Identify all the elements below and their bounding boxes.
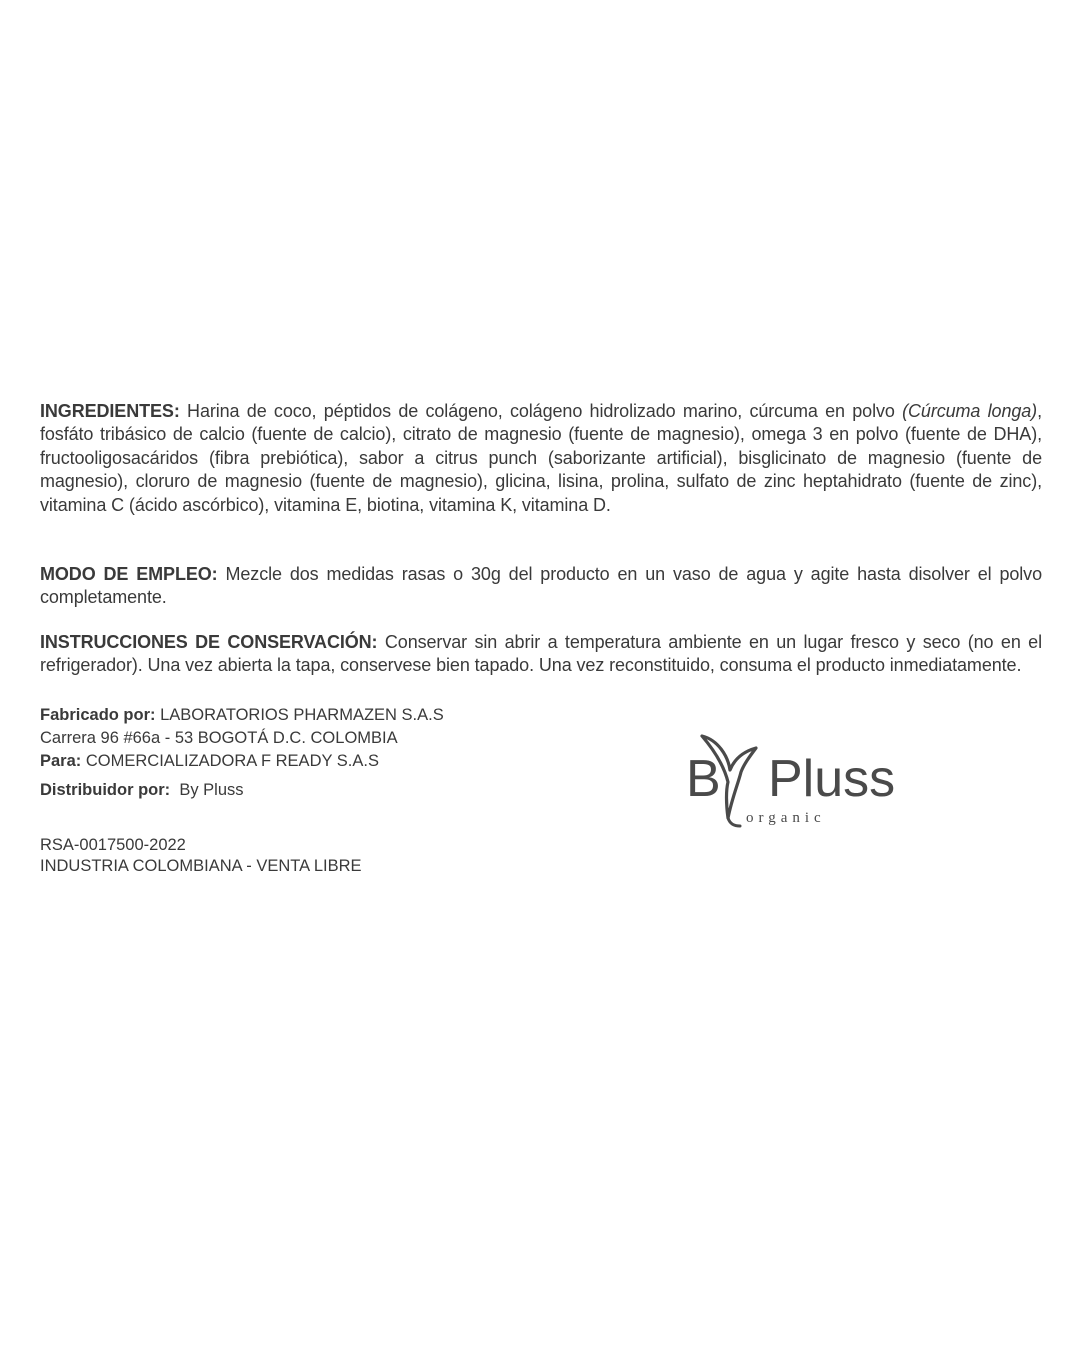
distributor-label: Distribuidor por:: [40, 781, 171, 799]
ingredients-text-a: Harina de coco, péptidos de colágeno, colágeno hidrolizado marino, cúrcuma en polvo: [179, 401, 903, 421]
storage-text: Conservar sin abrir a temperatura ambiente en un lugar fresco y seco (no en el refrigerador). Una vez abierta la tapa, conservese bien tapado. Una vez reconstituido, consuma el producto inmediatamente.: [40, 632, 1042, 676]
manufacturer-name: LABORATORIOS PHARMAZEN S.A.S: [155, 706, 444, 724]
usage-paragraph: [40, 563, 1042, 610]
ingredients-latin-name: (Cúrcuma longa): [902, 401, 1038, 421]
storage-label: INSTRUCCIONES DE CONSERVACIÓN:: [40, 632, 378, 652]
industry-note: INDUSTRIA COLOMBIANA - VENTA LIBRE: [40, 857, 362, 875]
rsa-number: RSA-0017500-2022: [40, 836, 186, 854]
client-line: [40, 750, 379, 772]
manufacturer-line: [40, 704, 444, 726]
storage-paragraph: [40, 631, 1042, 678]
client-label: Para:: [40, 752, 82, 770]
hummingbird-tail-icon: [728, 818, 740, 826]
manufacturer-address: Carrera 96 #66a - 53 BOGOTÁ D.C. COLOMBIA: [40, 729, 398, 747]
ingredients-label: INGREDIENTES:: [40, 401, 180, 421]
usage-text: Mezcle dos medidas rasas o 30g del producto en un vaso de agua y agite hasta disolver el polvo completamente.: [40, 564, 1042, 608]
distributor-name: By Pluss: [170, 781, 244, 799]
manufacturer-label: Fabricado por:: [40, 706, 156, 724]
client-name: COMERCIALIZADORA F READY S.A.S: [81, 752, 379, 770]
ingredients-text-b: , fosfáto tribásico de calcio (fuente de calcio), citrato de magnesio (fuente de magnesio), omega 3 en polvo (fuente de DHA), fructooligosacáridos (fibra prebiótica), sabor a citrus punch (saborizante artificial), bisglicinato de magnesio (fuente de magnesio), cloruro de magnesio (fuente de magnesio), glicina, lisina, prolina, sulfato de zinc heptahidrato (fuente de zinc), vitamina C (ácido ascórbico), vitamina E, biotina, vitamina K, vitamina D.: [40, 401, 1042, 515]
brand-letter: B: [686, 750, 721, 808]
brand-name: Pluss: [768, 750, 896, 808]
brand-tagline: organic: [746, 810, 826, 826]
brand-logo: [684, 726, 914, 830]
usage-label: MODO DE EMPLEO:: [40, 564, 218, 584]
ingredients-paragraph: [40, 400, 1042, 517]
distributor-line: [40, 779, 244, 801]
